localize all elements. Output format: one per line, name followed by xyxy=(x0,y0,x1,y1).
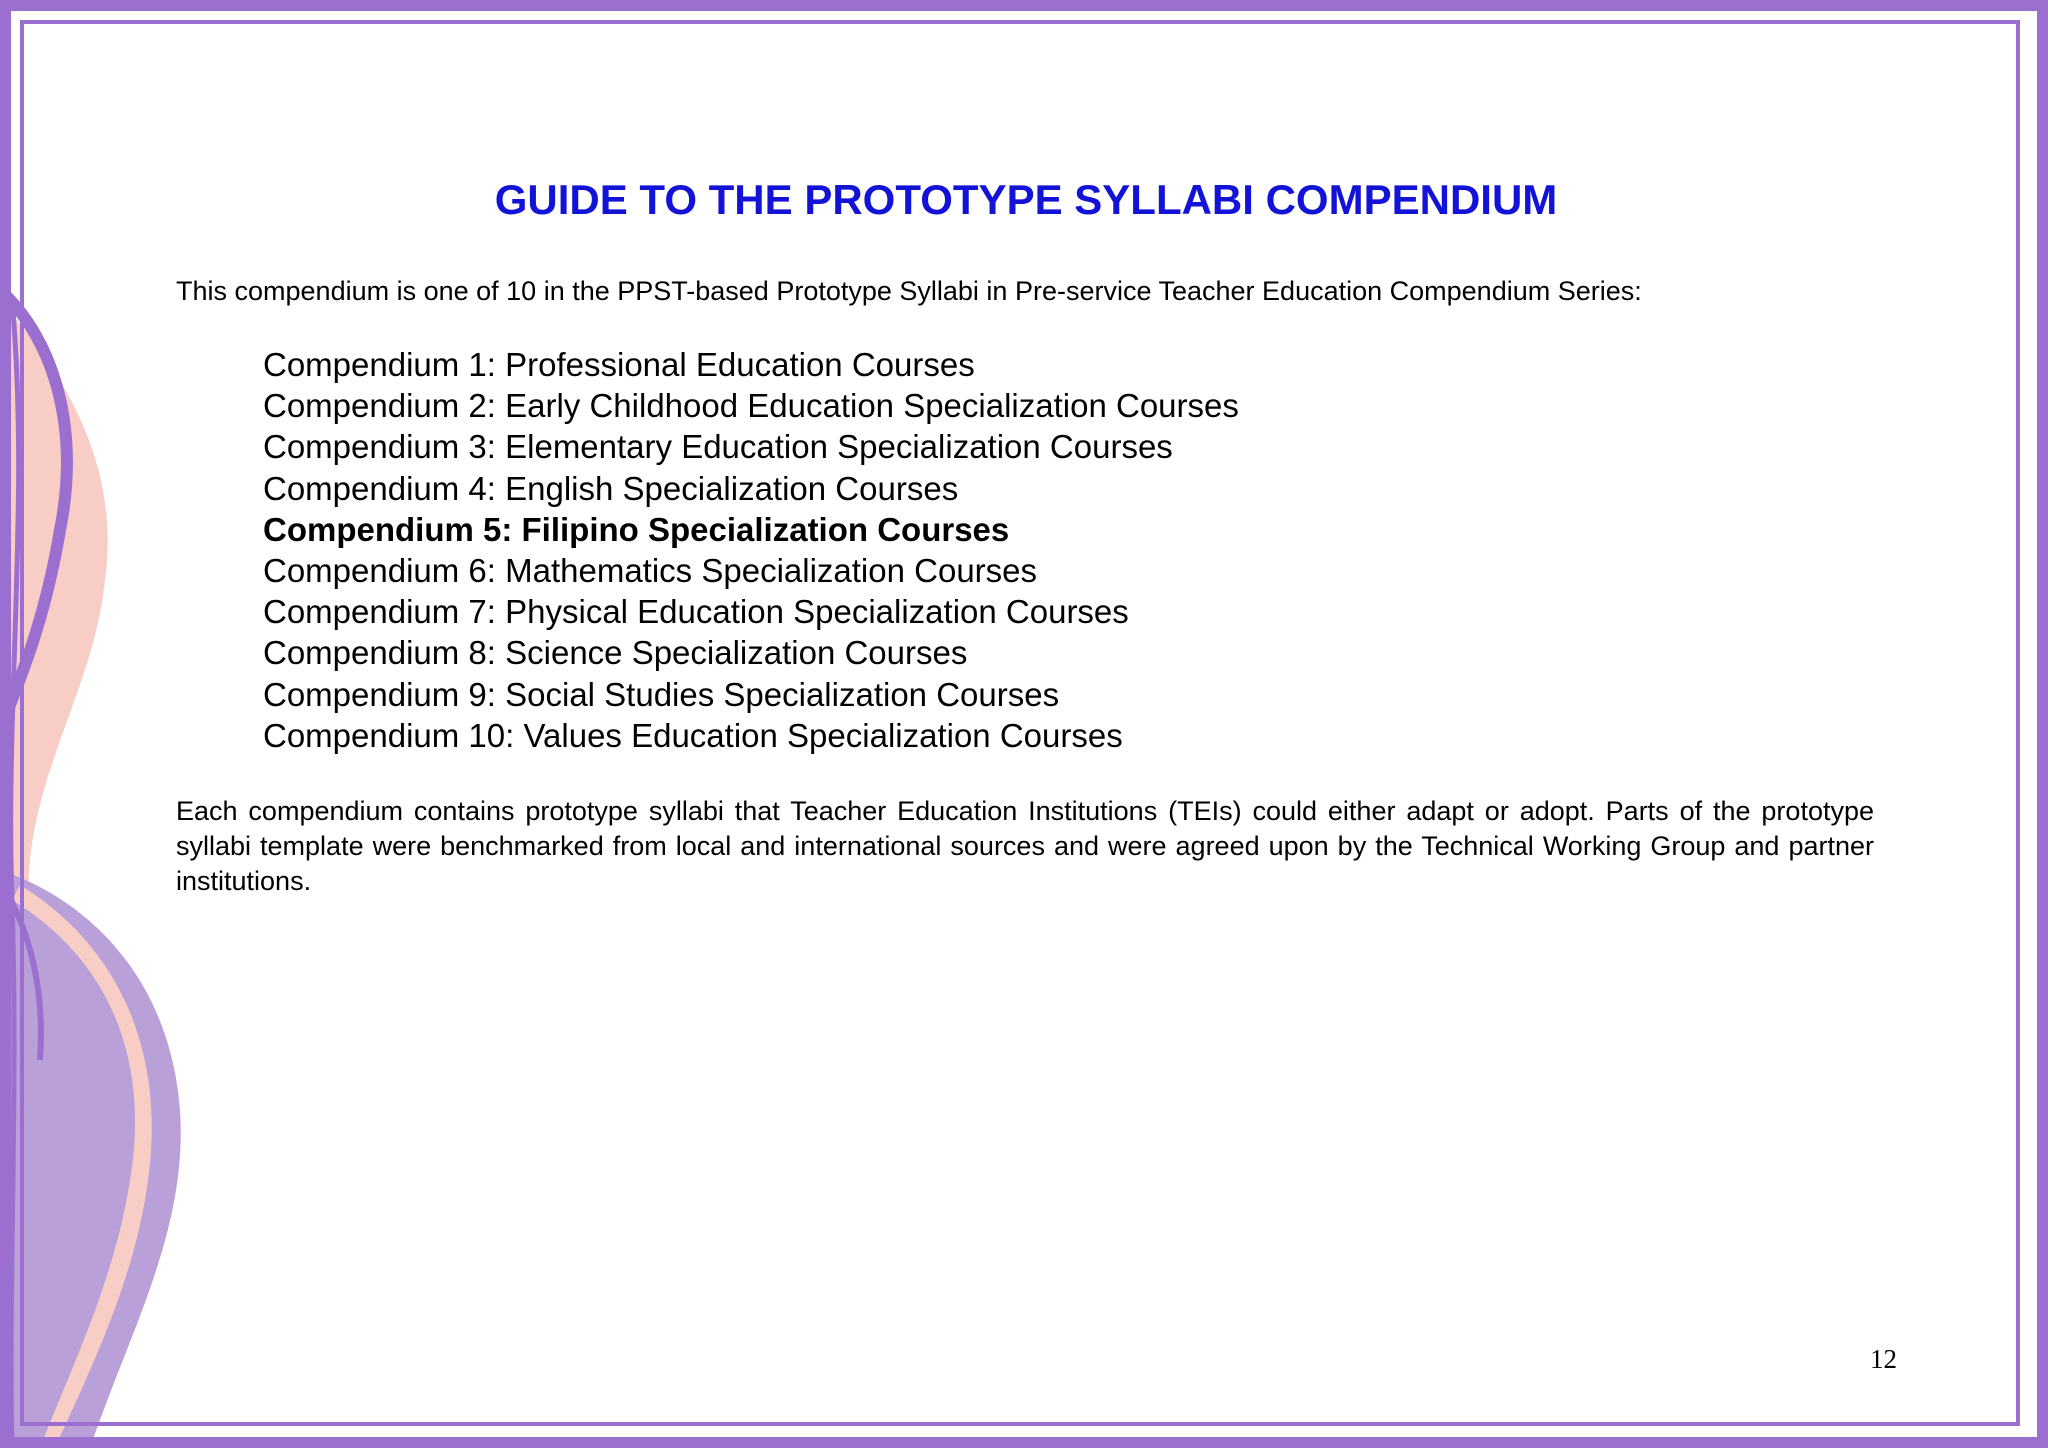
page-title: GUIDE TO THE PROTOTYPE SYLLABI COMPENDIUM xyxy=(494,176,1558,223)
body-paragraph: Each compendium contains prototype syllabi that Teacher Education Institutions (TEIs) could either adapt or adopt. Parts of the prototype syllabi template were benchmarked from local and international sources and were agreed upon by the Technical Working Group and partner institutions. xyxy=(176,796,1874,896)
compendium-list xyxy=(263,344,1239,756)
compendium-item: Compendium 1: Professional Education Courses xyxy=(263,346,975,383)
compendium-item: Compendium 4: English Specialization Courses xyxy=(263,469,959,507)
compendium-item: Compendium 8: Science Specialization Courses xyxy=(263,634,968,672)
compendium-item: Compendium 2: Early Childhood Education Specialization Courses xyxy=(263,387,1239,425)
intro-paragraph: This compendium is one of 10 in the PPST-based Prototype Syllabi in Pre-service Teacher Education Compendium Series: xyxy=(176,276,1642,306)
page-number: 12 xyxy=(1870,1344,1897,1374)
compendium-item: Compendium 3: Elementary Education Specialization Courses xyxy=(263,428,1173,466)
compendium-item: Compendium 7: Physical Education Specialization Courses xyxy=(263,593,1129,631)
compendium-item: Compendium 9: Social Studies Specialization Courses xyxy=(263,675,1060,713)
compendium-item-current: Compendium 5: Filipino Specialization Courses xyxy=(263,510,1010,548)
compendium-item: Compendium 6: Mathematics Specialization Courses xyxy=(263,552,1038,590)
compendium-item: Compendium 10: Values Education Specialization Courses xyxy=(263,716,1123,754)
